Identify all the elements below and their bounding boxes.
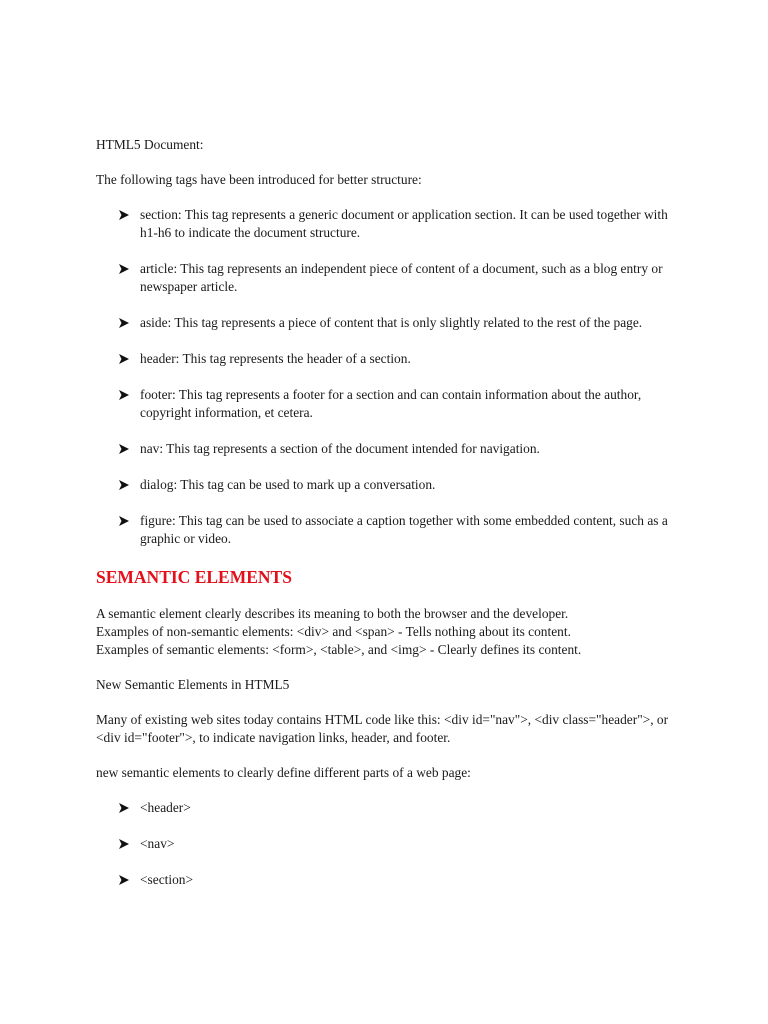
list-item [96, 835, 686, 853]
list-item [96, 386, 686, 422]
arrowhead-bullet-icon [118, 209, 130, 221]
list-item [96, 871, 686, 889]
document-page [96, 136, 686, 907]
list-item [96, 512, 686, 548]
list-item [96, 799, 686, 817]
arrowhead-bullet-icon [118, 443, 130, 455]
list-item [96, 476, 686, 494]
new-elements-list [96, 799, 686, 889]
arrowhead-bullet-icon [118, 802, 130, 814]
semantic-line: Examples of semantic elements: <form>, <table>, and <img> - Clearly defines its content. [96, 642, 582, 657]
arrowhead-bullet-icon [118, 263, 130, 275]
tag-description: nav: This tag represents a section of the document intended for navigation. [140, 441, 540, 456]
semantic-line: Examples of non-semantic elements: <div> and <span> - Tells nothing about its content. [96, 624, 571, 639]
arrowhead-bullet-icon [118, 874, 130, 886]
tag-description: article: This tag represents an independent piece of content of a document, such as a blog entry or newspaper article. [140, 261, 663, 294]
list-item [96, 260, 686, 296]
arrowhead-bullet-icon [118, 479, 130, 491]
list-item [96, 350, 686, 368]
intro-text: The following tags have been introduced for better structure: [96, 172, 422, 187]
element-name: <section> [140, 872, 194, 887]
tag-description: section: This tag represents a generic document or application section. It can be used together with h1-h6 to indicate the document structure. [140, 207, 668, 240]
tag-description: header: This tag represents the header of a section. [140, 351, 411, 366]
arrowhead-bullet-icon [118, 317, 130, 329]
list-item [96, 314, 686, 332]
semantic-line: A semantic element clearly describes its meaning to both the browser and the developer. [96, 606, 569, 621]
tag-description: footer: This tag represents a footer for a section and can contain information about the author, copyright information, et cetera. [140, 387, 642, 420]
tag-description: aside: This tag represents a piece of content that is only slightly related to the rest of the page. [140, 315, 643, 330]
semantic-elements-heading: SEMANTIC ELEMENTS [96, 567, 292, 587]
semantic-description [96, 605, 686, 659]
tag-description: figure: This tag can be used to associate a caption together with some embedded content, such as a graphic or video. [140, 513, 668, 546]
list-item [96, 206, 686, 242]
element-name: <nav> [140, 836, 175, 851]
arrowhead-bullet-icon [118, 353, 130, 365]
new-elements-title: New Semantic Elements in HTML5 [96, 677, 290, 692]
arrowhead-bullet-icon [118, 389, 130, 401]
arrowhead-bullet-icon [118, 838, 130, 850]
document-title: HTML5 Document: [96, 137, 204, 152]
tag-list [96, 206, 686, 548]
tag-description: dialog: This tag can be used to mark up a conversation. [140, 477, 436, 492]
new-elements-intro: new semantic elements to clearly define different parts of a web page: [96, 765, 471, 780]
existing-sites-paragraph: Many of existing web sites today contains HTML code like this: <div id="nav">, <div class="header">, or <div id="footer">, to indicate navigation links, header, and footer. [96, 712, 669, 745]
arrowhead-bullet-icon [118, 515, 130, 527]
element-name: <header> [140, 800, 191, 815]
list-item [96, 440, 686, 458]
